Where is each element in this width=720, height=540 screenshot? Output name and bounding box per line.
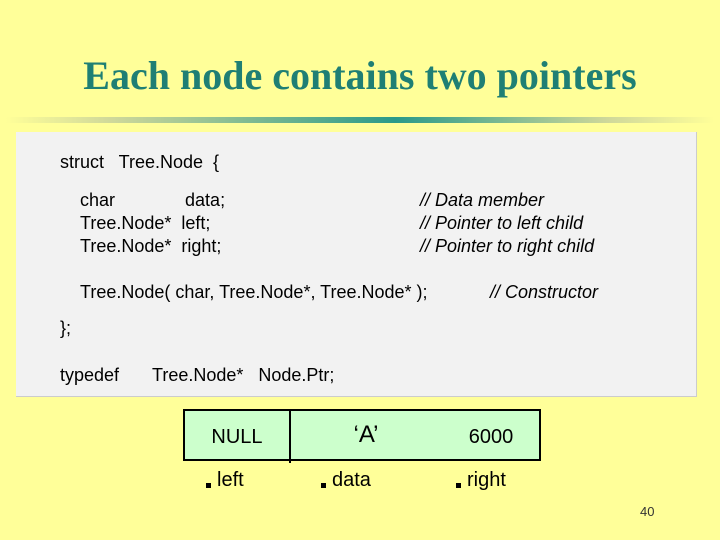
struct-close: }; <box>60 318 72 338</box>
node-data-value: ‘A’ <box>353 421 379 448</box>
bullet-dot-icon <box>321 483 326 488</box>
member-data: char data; <box>80 190 226 210</box>
node-right-value: 6000 <box>468 426 514 448</box>
comment-constructor: // Constructor <box>490 282 599 302</box>
field-label-left: left <box>206 469 244 492</box>
member-right: Tree.Node* right; <box>80 236 222 256</box>
typedef-definition: Tree.Node* Node.Ptr; <box>152 365 335 385</box>
code-block <box>16 132 697 397</box>
bullet-dot-icon <box>206 483 211 488</box>
tree-node-diagram <box>183 409 541 461</box>
node-left-value: NULL <box>211 426 263 448</box>
field-label-data: data <box>321 469 371 492</box>
struct-declaration: struct Tree.Node { <box>60 152 220 172</box>
constructor-declaration: Tree.Node( char, Tree.Node*, Tree.Node* ); <box>80 282 428 302</box>
comment-right-child: // Pointer to right child <box>420 236 595 256</box>
field-label-right: right <box>456 469 506 492</box>
comment-data-member: // Data member <box>420 190 545 210</box>
page-number: 40 <box>640 504 655 519</box>
comment-left-child: // Pointer to left child <box>420 213 584 233</box>
bullet-dot-icon <box>456 483 461 488</box>
typedef-keyword: typedef <box>60 365 120 385</box>
member-left: Tree.Node* left; <box>80 213 211 233</box>
title-underline <box>6 117 714 123</box>
slide-title: Each node contains two pointers <box>83 53 637 98</box>
